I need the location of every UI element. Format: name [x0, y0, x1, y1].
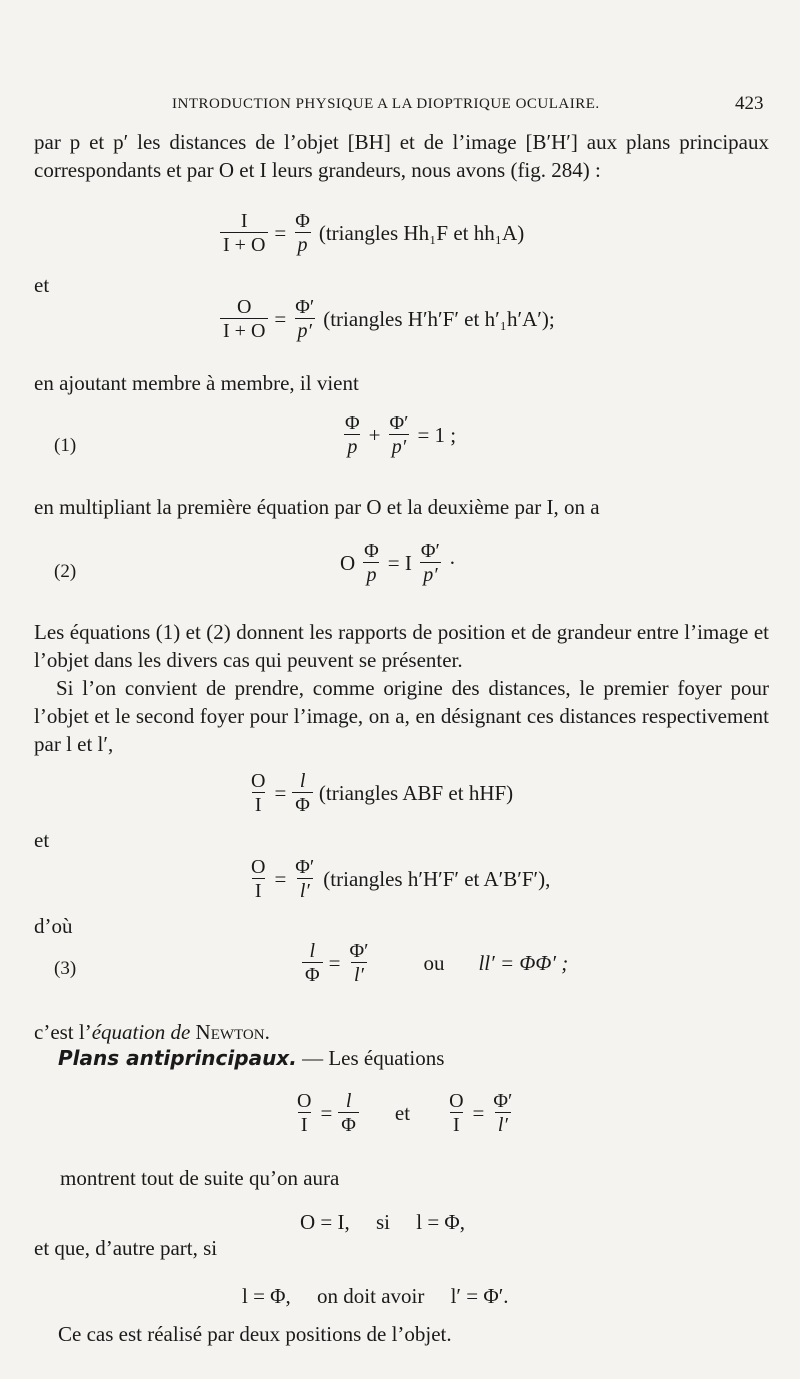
fraction: [386, 412, 411, 459]
numerator: l: [299, 770, 306, 792]
numerator: O: [297, 1090, 312, 1112]
equation-note: (triangles ABF et hHF): [318, 781, 514, 805]
denominator: I: [252, 878, 265, 903]
numerator: Φ′: [420, 540, 440, 562]
equation-e: [292, 1090, 517, 1137]
equation-c: [246, 770, 513, 817]
denominator: I: [298, 1112, 311, 1137]
fraction: [361, 540, 382, 587]
fraction: [292, 770, 313, 817]
denominator: p: [363, 562, 379, 587]
equation-1-label: (1): [54, 435, 77, 456]
numerator: Φ: [295, 210, 310, 232]
equation-f: O = I, si l = Φ,: [300, 1210, 466, 1234]
fraction: [338, 1090, 359, 1137]
equation-note: (triangles Hh₁F et hh₁A): [318, 221, 525, 245]
denominator: Φ: [302, 962, 323, 987]
fraction: [294, 1090, 314, 1137]
equation-2: [340, 540, 456, 587]
paragraph-7: montrent tout de suite qu’on aura: [60, 1166, 340, 1190]
denominator: p: [344, 434, 360, 459]
fraction: [220, 296, 268, 343]
numerator: l: [309, 940, 316, 962]
plus-sign: +: [368, 423, 381, 447]
newton-sentence: [34, 1020, 270, 1045]
equals-sign: =: [472, 1101, 485, 1125]
conjunction-dou: d’où: [34, 914, 73, 938]
equation-term: O: [340, 551, 356, 575]
text-span: c’est l’: [34, 1020, 92, 1044]
numerator: Φ′: [493, 1090, 513, 1112]
equation-3: [300, 940, 568, 987]
equation-g: l = Φ, on doit avoir l′ = Φ′.: [242, 1284, 509, 1308]
equation-note: (triangles H′h′F′ et h′₁h′A′);: [323, 307, 555, 331]
equals-sign: =: [274, 867, 287, 891]
fraction: [292, 856, 317, 903]
equation-b: [218, 296, 555, 343]
equals-sign: =: [328, 951, 341, 975]
conjunction-ou: ou: [423, 951, 445, 975]
denominator: l′: [351, 962, 367, 987]
equals-sign: =: [274, 221, 287, 245]
equation-rhs: ll′ = ΦΦ′ ;: [478, 951, 569, 975]
paragraph-4: Les équations (1) et (2) donnent les rapports de position et de grandeur entre l’image et l’objet dans les divers cas qui peuvent se présenter.: [34, 620, 769, 672]
numerator: Φ′: [295, 296, 315, 318]
section-heading-line: [58, 1046, 444, 1071]
section-heading: Plans antiprincipaux.: [58, 1046, 297, 1070]
equation-3-label: (3): [54, 958, 77, 979]
denominator: l′: [495, 1112, 511, 1137]
numerator: I: [240, 210, 248, 232]
paragraph-5: Si l’on convient de prendre, comme origine des distances, le premier foyer pour l’objet et le second foyer pour l’image, on a, en désignant ces distances respectivement par l et l′,: [34, 676, 769, 756]
denominator: p: [295, 232, 311, 257]
denominator: p′: [420, 562, 440, 587]
text-span: .: [264, 1020, 270, 1044]
denominator: Φ: [338, 1112, 359, 1137]
denominator: I: [252, 792, 265, 817]
fraction: [220, 210, 268, 257]
fraction: [490, 1090, 515, 1137]
conjunction-et: et: [394, 1101, 411, 1125]
numerator: Φ: [345, 412, 360, 434]
equals-sign: =: [274, 307, 287, 331]
equation-term: = I: [387, 551, 412, 575]
equals-sign: =: [274, 781, 287, 805]
equation-a: [218, 210, 524, 257]
fraction: [248, 856, 268, 903]
equation-1: [340, 412, 456, 459]
equation-term: ·: [448, 551, 456, 575]
numerator: Φ′: [295, 856, 315, 878]
fraction: [418, 540, 443, 587]
paragraph-3: en multipliant la première équation par O et la deuxième par I, on a: [34, 495, 600, 519]
text-span: Newton: [195, 1020, 265, 1044]
numerator: O: [251, 856, 266, 878]
page-number: 423: [735, 93, 764, 114]
equation-d: [246, 856, 550, 903]
numerator: l: [345, 1090, 352, 1112]
running-header: INTRODUCTION PHYSIQUE A LA DIOPTRIQUE OCULAIRE.: [172, 96, 600, 112]
paragraph-9: Ce cas est réalisé par deux positions de l’objet.: [58, 1322, 452, 1346]
text-span: — Les équations: [296, 1046, 445, 1070]
numerator: Φ: [364, 540, 379, 562]
denominator: I + O: [220, 232, 268, 257]
denominator: p′: [389, 434, 409, 459]
denominator: l′: [297, 878, 313, 903]
numerator: O: [236, 296, 252, 318]
denominator: p′: [295, 318, 315, 343]
numerator: O: [449, 1090, 464, 1112]
fraction: [248, 770, 268, 817]
fraction: [342, 412, 363, 459]
equation-2-label: (2): [54, 561, 77, 582]
paragraph-8: et que, d’autre part, si: [34, 1236, 218, 1260]
conjunction-et: et: [34, 828, 50, 852]
denominator: I: [450, 1112, 463, 1137]
numerator: Φ′: [389, 412, 409, 434]
equation-note: (triangles h′H′F′ et A′B′F′),: [323, 867, 551, 891]
equals-sign: =: [320, 1101, 333, 1125]
numerator: Φ′: [349, 940, 369, 962]
paragraph-1: par p et p′ les distances de l’objet [BH] et de l’image [B′H′] aux plans principaux correspondants et par O et I leurs grandeurs, nous avons (fig. 284) :: [34, 130, 769, 182]
fraction: [346, 940, 371, 987]
fraction: [292, 296, 317, 343]
fraction: [292, 210, 313, 257]
numerator: O: [251, 770, 266, 792]
fraction: [446, 1090, 466, 1137]
fraction: [302, 940, 323, 987]
equation-rhs: = 1 ;: [417, 423, 457, 447]
denominator: Φ: [292, 792, 313, 817]
conjunction-et: et: [34, 273, 50, 297]
denominator: I + O: [220, 318, 268, 343]
paragraph-2: en ajoutant membre à membre, il vient: [34, 371, 359, 395]
text-span: équation de: [91, 1020, 191, 1044]
